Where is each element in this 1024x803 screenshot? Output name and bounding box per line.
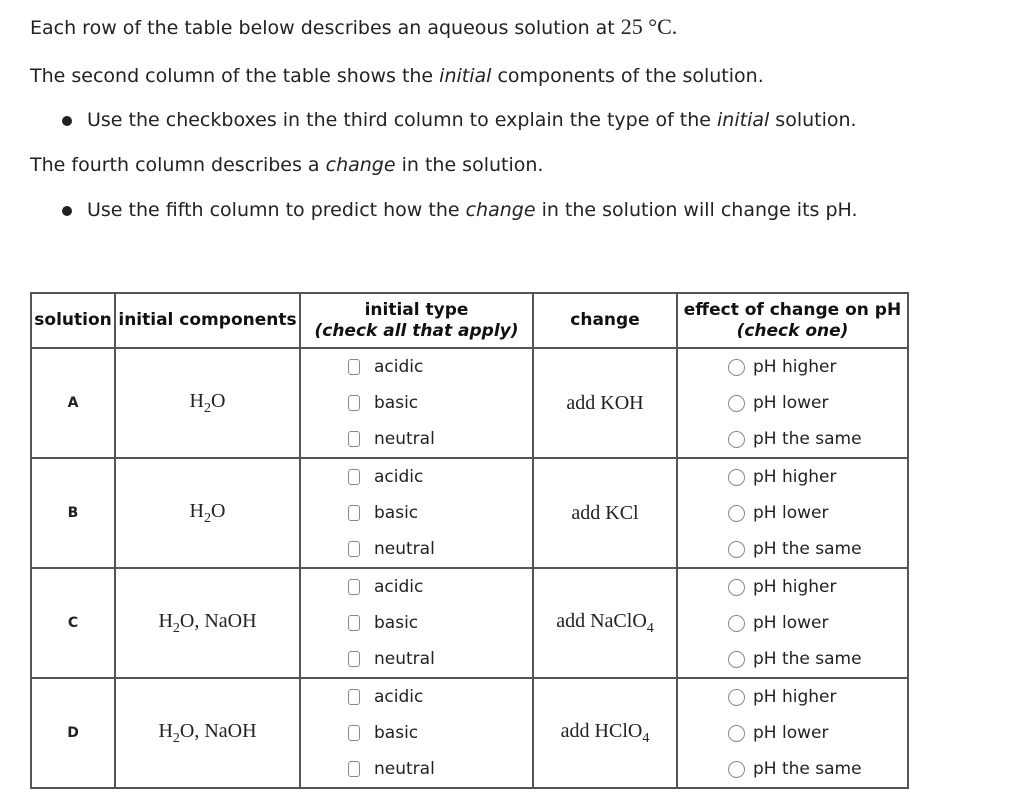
effect-option-pH-lower[interactable] [678, 605, 907, 641]
initial-components-cell [115, 568, 300, 678]
formula-subscript: 2 [204, 400, 211, 416]
intro-line-2-post: components of the solution. [491, 65, 764, 87]
table-row [31, 678, 908, 788]
effect-option-pH-lower[interactable] [678, 495, 907, 531]
effect-option-pH-higher[interactable] [678, 459, 907, 495]
option-label: pH higher [753, 577, 837, 597]
radio-button[interactable] [728, 761, 745, 778]
option-label: acidic [374, 357, 424, 377]
initial-type-cell [300, 568, 533, 678]
formula-text: add KOH [566, 391, 644, 414]
checkbox[interactable] [348, 395, 360, 411]
checkbox[interactable] [348, 761, 360, 777]
table-row [31, 568, 908, 678]
header-initial-components: initial components [115, 293, 300, 348]
option-label: pH lower [753, 723, 829, 743]
type-option-neutral[interactable] [301, 751, 532, 787]
effect-option-pH-lower[interactable] [678, 715, 907, 751]
formula-text: H [158, 719, 173, 742]
radio-button[interactable] [728, 579, 745, 596]
option-label: basic [374, 503, 419, 523]
checkbox[interactable] [348, 651, 360, 667]
formula-text: O, NaOH [179, 719, 257, 742]
option-label: acidic [374, 687, 424, 707]
bullet-1-em: initial [717, 109, 770, 131]
formula-text: O [211, 499, 226, 522]
row-label: B [31, 458, 115, 568]
radio-button[interactable] [728, 615, 745, 632]
option-label: pH the same [753, 429, 862, 449]
table-header-row [31, 293, 908, 348]
option-label: neutral [374, 429, 435, 449]
effect-option-pH-the-same[interactable] [678, 751, 907, 787]
intro-line-3-em: change [325, 154, 396, 176]
initial-components-cell [115, 458, 300, 568]
initial-components-cell [115, 348, 300, 458]
formula-text: H [158, 609, 173, 632]
formula-text: O [211, 389, 226, 412]
option-label: basic [374, 613, 419, 633]
header-initial-type-sub: (check all that apply) [314, 320, 519, 341]
option-label: pH the same [753, 649, 862, 669]
bullet-line-1 [87, 109, 857, 131]
type-option-acidic[interactable] [301, 459, 532, 495]
formula-text: add HClO [560, 719, 643, 742]
type-option-basic[interactable] [301, 605, 532, 641]
radio-button[interactable] [728, 505, 745, 522]
type-option-neutral[interactable] [301, 531, 532, 567]
option-label: neutral [374, 759, 435, 779]
radio-button[interactable] [728, 651, 745, 668]
header-initial-type-title: initial type [364, 299, 469, 320]
bullet-dot [62, 206, 72, 216]
effect-cell [677, 678, 908, 788]
formula-text: add NaClO [556, 609, 647, 632]
checkbox[interactable] [348, 579, 360, 595]
header-effect-sub: (check one) [736, 320, 849, 341]
bullet-1-pre: Use the checkboxes in the third column to explain the type of the [87, 109, 718, 131]
formula-text: add KCl [571, 501, 639, 524]
effect-option-pH-higher[interactable] [678, 679, 907, 715]
formula-subscript: 4 [642, 730, 650, 746]
radio-button[interactable] [728, 359, 745, 376]
effect-option-pH-higher[interactable] [678, 569, 907, 605]
effect-cell [677, 568, 908, 678]
type-option-basic[interactable] [301, 495, 532, 531]
option-label: pH lower [753, 393, 829, 413]
option-label: neutral [374, 539, 435, 559]
option-label: acidic [374, 577, 424, 597]
formula-text: H [189, 389, 204, 412]
bullet-2-em: change [465, 199, 536, 221]
type-option-acidic[interactable] [301, 569, 532, 605]
header-solution: solution [31, 293, 115, 348]
radio-button[interactable] [728, 725, 745, 742]
checkbox[interactable] [348, 359, 360, 375]
initial-components-cell [115, 678, 300, 788]
option-label: pH the same [753, 759, 862, 779]
intro-line-1-text: Each row of the table below describes an aqueous solution at [30, 17, 621, 39]
intro-line-2-em: initial [439, 65, 492, 87]
radio-button[interactable] [728, 469, 745, 486]
bullet-1-post: solution. [769, 109, 857, 131]
type-option-acidic[interactable] [301, 679, 532, 715]
change-cell [533, 678, 677, 788]
intro-line-3-post: in the solution. [395, 154, 544, 176]
option-label: pH lower [753, 503, 829, 523]
radio-button[interactable] [728, 541, 745, 558]
option-label: pH higher [753, 467, 837, 487]
intro-line-1 [30, 14, 677, 40]
checkbox[interactable] [348, 615, 360, 631]
table-row [31, 458, 908, 568]
initial-type-cell [300, 678, 533, 788]
header-effect [677, 293, 908, 348]
row-label: D [31, 678, 115, 788]
option-label: pH higher [753, 357, 837, 377]
initial-type-cell [300, 458, 533, 568]
intro-line-2-pre: The second column of the table shows the [30, 65, 440, 87]
type-option-basic[interactable] [301, 385, 532, 421]
effect-option-pH-the-same[interactable] [678, 421, 907, 457]
effect-option-pH-higher[interactable] [678, 349, 907, 385]
intro-line-3 [30, 154, 543, 176]
radio-button[interactable] [728, 431, 745, 448]
formula-subscript: 2 [204, 510, 211, 526]
intro-line-3-pre: The fourth column describes a [30, 154, 326, 176]
change-cell [533, 458, 677, 568]
row-label: A [31, 348, 115, 458]
checkbox[interactable] [348, 469, 360, 485]
formula-subscript: 4 [646, 620, 654, 636]
formula-text: O, NaOH [179, 609, 257, 632]
header-effect-title: effect of change on pH [683, 299, 902, 320]
initial-type-cell [300, 348, 533, 458]
formula-subscript: 2 [172, 620, 180, 636]
formula-subscript: 2 [172, 730, 180, 746]
bullet-line-2 [87, 199, 858, 221]
bullet-2-post: in the solution will change its pH. [535, 199, 858, 221]
option-label: pH higher [753, 687, 837, 707]
row-label: C [31, 568, 115, 678]
option-label: pH lower [753, 613, 829, 633]
checkbox[interactable] [348, 689, 360, 705]
type-option-neutral[interactable] [301, 421, 532, 457]
option-label: basic [374, 393, 419, 413]
radio-button[interactable] [728, 395, 745, 412]
option-label: basic [374, 723, 419, 743]
checkbox[interactable] [348, 725, 360, 741]
radio-button[interactable] [728, 689, 745, 706]
effect-cell [677, 458, 908, 568]
header-initial-type [300, 293, 533, 348]
type-option-basic[interactable] [301, 715, 532, 751]
solutions-table [30, 292, 909, 789]
option-label: pH the same [753, 539, 862, 559]
effect-option-pH-lower[interactable] [678, 385, 907, 421]
option-label: neutral [374, 649, 435, 669]
bullet-2-pre: Use the fifth column to predict how the [87, 199, 466, 221]
formula-text: H [189, 499, 204, 522]
checkbox[interactable] [348, 541, 360, 557]
type-option-acidic[interactable] [301, 349, 532, 385]
effect-option-pH-the-same[interactable] [678, 531, 907, 567]
checkbox[interactable] [348, 431, 360, 447]
header-change: change [533, 293, 677, 348]
effect-cell [677, 348, 908, 458]
change-cell [533, 348, 677, 458]
intro-line-2 [30, 65, 764, 87]
option-label: acidic [374, 467, 424, 487]
effect-option-pH-the-same[interactable] [678, 641, 907, 677]
table-row [31, 348, 908, 458]
temperature-value: 25 °C. [620, 14, 678, 39]
change-cell [533, 568, 677, 678]
bullet-dot [62, 116, 72, 126]
checkbox[interactable] [348, 505, 360, 521]
type-option-neutral[interactable] [301, 641, 532, 677]
